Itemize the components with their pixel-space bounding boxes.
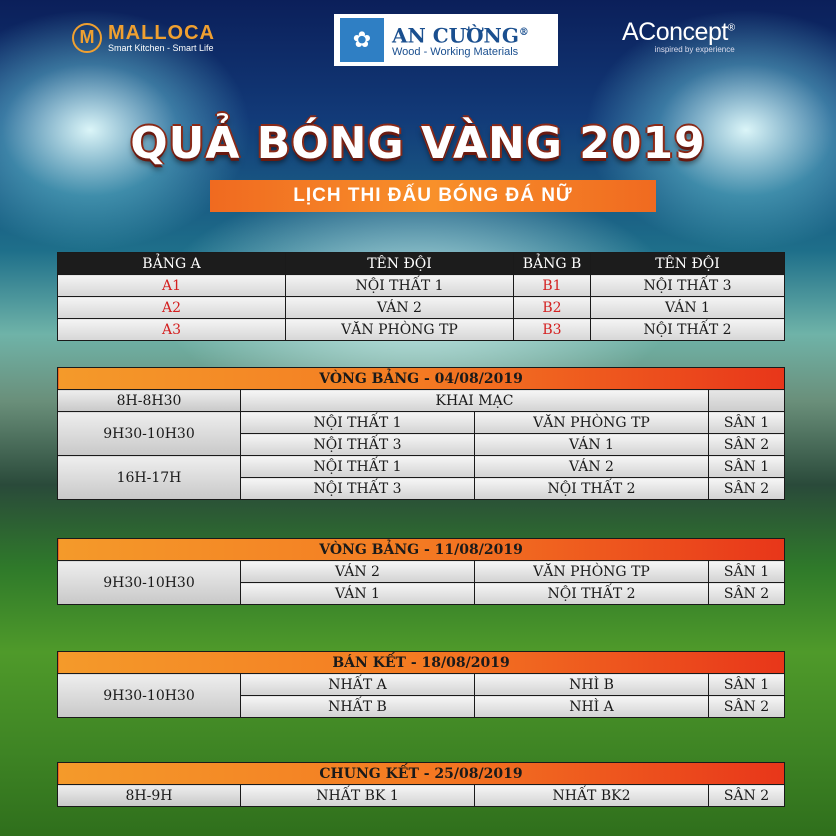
ancuong-flower-icon: ✿ xyxy=(340,18,384,62)
home-team: NỘI THẤT 3 xyxy=(241,434,475,456)
table-row xyxy=(58,785,785,807)
match-time: 8H-8H30 xyxy=(58,390,241,412)
group-b-header: BẢNG B xyxy=(514,253,591,275)
away-team: VÁN 2 xyxy=(475,456,709,478)
ancuong-tagline: Wood - Working Materials xyxy=(392,46,519,59)
away-team: NỘI THẤT 2 xyxy=(475,583,709,605)
team-name: VĂN PHÒNG TP xyxy=(286,319,514,341)
table-row xyxy=(58,412,785,434)
groups-header-row xyxy=(58,253,785,275)
away-team: NỘI THẤT 2 xyxy=(475,478,709,500)
round-table-1 xyxy=(57,367,785,500)
sponsor-bar xyxy=(0,0,836,74)
team-code: B2 xyxy=(514,297,591,319)
pitch: SÂN 2 xyxy=(709,696,785,718)
team-name: NỘI THẤT 1 xyxy=(286,275,514,297)
ancuong-registered: ® xyxy=(518,26,529,38)
table-row xyxy=(58,456,785,478)
home-team: NỘI THẤT 1 xyxy=(241,456,475,478)
match-time: 9H30-10H30 xyxy=(58,561,241,605)
aconcept-tagline: inspired by experience xyxy=(654,45,735,54)
away-team: VĂN PHÒNG TP xyxy=(475,561,709,583)
pitch: SÂN 2 xyxy=(709,583,785,605)
home-team: NHẤT BK 1 xyxy=(241,785,475,807)
home-team: VÁN 1 xyxy=(241,583,475,605)
page-subtitle: LỊCH THI ĐẤU BÓNG ĐÁ NỮ xyxy=(210,180,656,212)
round-title: BÁN KẾT - 18/08/2019 xyxy=(58,652,785,674)
empty-cell xyxy=(709,390,785,412)
malloca-tagline: Smart Kitchen - Smart Life xyxy=(108,43,214,53)
team-code: A1 xyxy=(58,275,286,297)
team-code: B1 xyxy=(514,275,591,297)
table-row xyxy=(58,674,785,696)
malloca-name: MALLOCA xyxy=(108,22,215,44)
match-time: 8H-9H xyxy=(58,785,241,807)
away-team: VĂN PHÒNG TP xyxy=(475,412,709,434)
table-row xyxy=(58,390,785,412)
team-name-header: TÊN ĐỘI xyxy=(591,253,785,275)
pitch: SÂN 1 xyxy=(709,412,785,434)
match-time: 16H-17H xyxy=(58,456,241,500)
home-team: NỘI THẤT 3 xyxy=(241,478,475,500)
table-row xyxy=(58,297,785,319)
match-time: 9H30-10H30 xyxy=(58,674,241,718)
ancuong-name: AN CƯỜNG xyxy=(392,23,519,48)
round-title: VÒNG BẢNG - 11/08/2019 xyxy=(58,539,785,561)
pitch: SÂN 1 xyxy=(709,674,785,696)
page-title: QUẢ BÓNG VÀNG 2019 xyxy=(130,118,706,169)
away-team: VÁN 1 xyxy=(475,434,709,456)
away-team: NHÌ A xyxy=(475,696,709,718)
pitch: SÂN 2 xyxy=(709,478,785,500)
round-title: VÒNG BẢNG - 04/08/2019 xyxy=(58,368,785,390)
malloca-mark-icon: M xyxy=(72,23,102,53)
table-row xyxy=(58,275,785,297)
round-table-4 xyxy=(57,762,785,807)
pitch: SÂN 2 xyxy=(709,785,785,807)
group-a-header: BẢNG A xyxy=(58,253,286,275)
table-row xyxy=(58,561,785,583)
home-team: NHẤT A xyxy=(241,674,475,696)
team-code: A3 xyxy=(58,319,286,341)
round-table-3 xyxy=(57,651,785,718)
team-code: A2 xyxy=(58,297,286,319)
aconcept-registered: ® xyxy=(727,22,735,34)
aconcept-name: AConcept xyxy=(622,18,728,46)
ancuong-logo xyxy=(334,14,558,66)
team-code: B3 xyxy=(514,319,591,341)
pitch: SÂN 2 xyxy=(709,434,785,456)
aconcept-logo xyxy=(622,18,735,54)
team-name: NỘI THẤT 3 xyxy=(591,275,785,297)
groups-table xyxy=(57,252,785,341)
table-row xyxy=(58,319,785,341)
home-team: VÁN 2 xyxy=(241,561,475,583)
home-team: NỘI THẤT 1 xyxy=(241,412,475,434)
team-name: VÁN 1 xyxy=(591,297,785,319)
home-team: NHẤT B xyxy=(241,696,475,718)
pitch: SÂN 1 xyxy=(709,456,785,478)
malloca-logo xyxy=(72,22,215,53)
away-team: NHÌ B xyxy=(475,674,709,696)
team-name: NỘI THẤT 2 xyxy=(591,319,785,341)
round-table-2 xyxy=(57,538,785,605)
away-team: NHẤT BK2 xyxy=(475,785,709,807)
team-name: VÁN 2 xyxy=(286,297,514,319)
pitch: SÂN 1 xyxy=(709,561,785,583)
team-name-header: TÊN ĐỘI xyxy=(286,253,514,275)
match-time: 9H30-10H30 xyxy=(58,412,241,456)
opening-ceremony: KHAI MẠC xyxy=(241,390,709,412)
round-title: CHUNG KẾT - 25/08/2019 xyxy=(58,763,785,785)
